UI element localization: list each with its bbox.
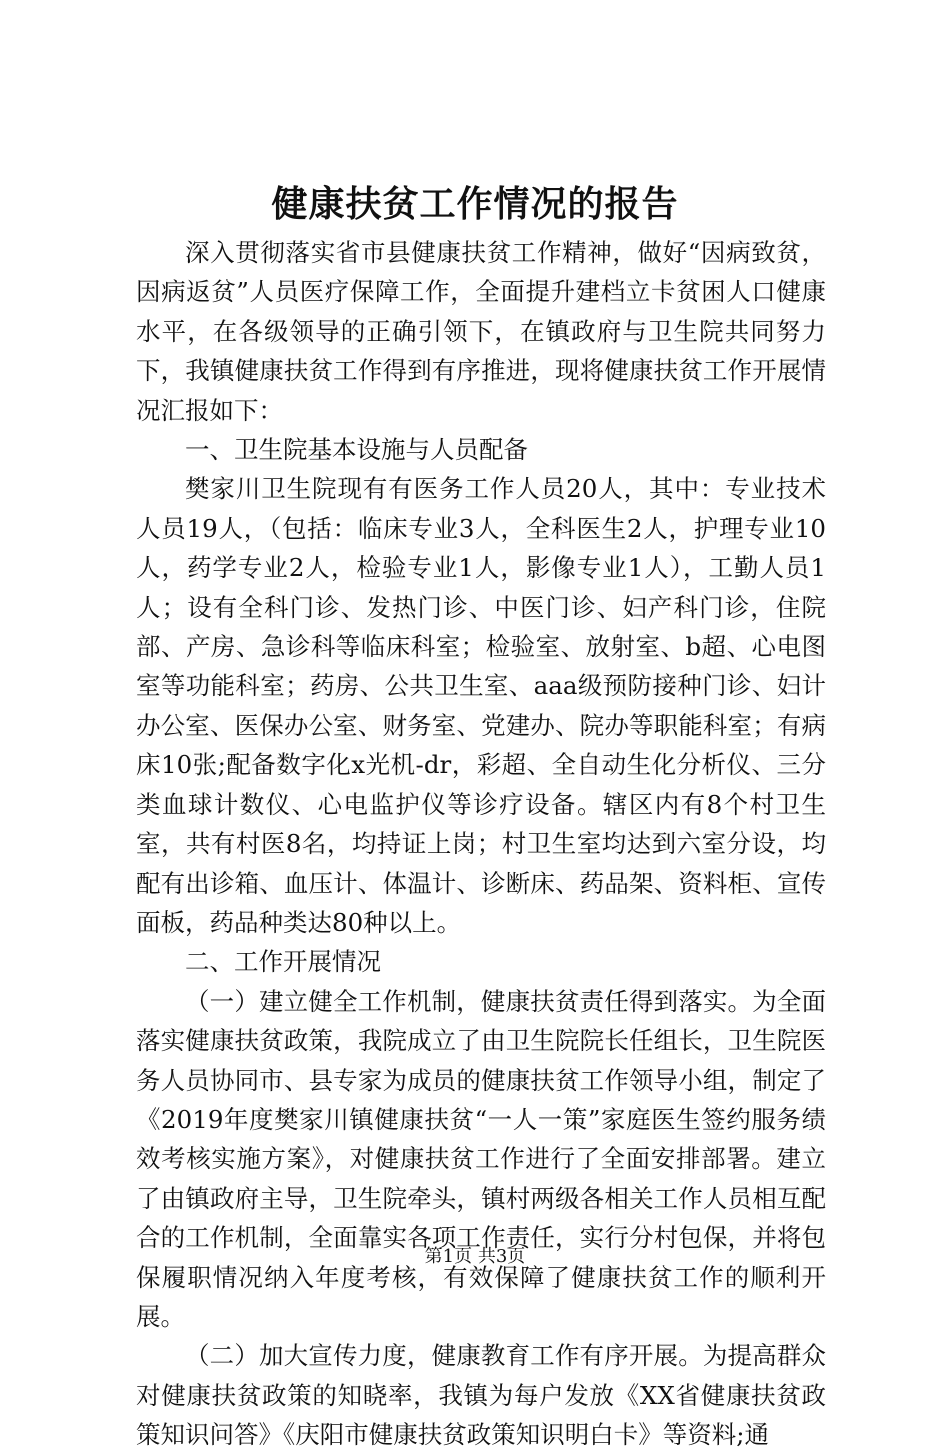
page-number-footer: 第1页 共3页 (424, 1246, 526, 1267)
section-heading-1: 一、卫生院基本设施与人员配备 (185, 435, 528, 465)
intro-paragraph: 深入贯彻落实省市县健康扶贫工作精神，做好“因病致贫，因病返贫”人员医疗保障工作，全面提升建档立卡贫困人口健康水平，在各级领导的正确引领下，在镇政府与卫生院共同努力下，我镇健康扶贫工作得到有序推进，现将健康扶贫工作开展情况汇报如下： (136, 238, 826, 425)
section-heading-2: 二、工作开展情况 (185, 947, 381, 977)
document-body (136, 233, 826, 1455)
mechanism-paragraph: （一）建立健全工作机制，健康扶贫责任得到落实。为全面落实健康扶贫政策，我院成立了由卫生院院长任组长，卫生院医务人员协同市、县专家为成员的健康扶贫工作领导小组，制定了《2019年度樊家川镇健康扶贫“一人一策”家庭医生签约服务绩效考核实施方案》，对健康扶贫工作进行了全面安排部署。建立了由镇政府主导，卫生院牵头，镇村两级各相关工作人员相互配合的工作机制，全面靠实各项工作责任，实行分村包保，并将包保履职情况纳入年度考核，有效保障了健康扶贫工作的顺利开展。 (136, 986, 826, 1331)
publicity-paragraph: （二）加大宣传力度，健康教育工作有序开展。为提高群众对健康扶贫政策的知晓率，我镇为每户发放《XX省健康扶贫政策知识问答》《庆阳市健康扶贫政策知识明白卡》等资料;通 (136, 1341, 826, 1450)
facilities-paragraph: 樊家川卫生院现有有医务工作人员20人，其中：专业技术人员19人，（包括：临床专业3人，全科医生2人，护理专业10人，药学专业2人，检验专业1人，影像专业1人），工勤人员1人；设有全科门诊、发热门诊、中医门诊、妇产科门诊，住院部、产房、急诊科等临床科室；检验室、放射室、b超、心电图室等功能科室；药房、公共卫生室、aaa级预防接种门诊、妇计办公室、医保办公室、财务室、党建办、院办等职能科室；有病床10张;配备数字化x光机-dr，彩超、全自动生化分析仪、三分类血球计数仪、心电监护仪等诊疗设备。辖区内有8个村卫生室，共有村医8名，均持证上岗；村卫生室均达到六室分设，均配有出诊箱、血压计、体温计、诊断床、药品架、资料柜、宣传面板，药品种类达80种以上。 (136, 474, 826, 937)
document-title: 健康扶贫工作情况的报告 (271, 183, 679, 225)
